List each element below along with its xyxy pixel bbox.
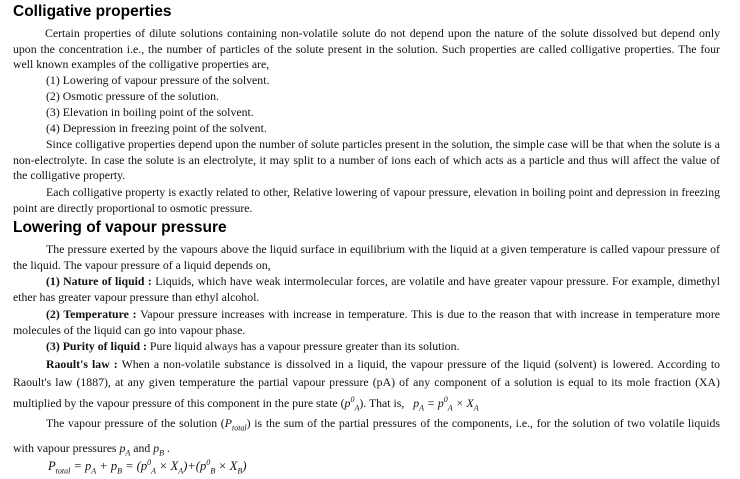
raoult-tail: ). That is, [359, 395, 405, 410]
relation-paragraph: Each colligative property is exactly related to other, Relative lowering of vapour pressure, elevation in boiling point and depression in freezing point are directly proportional to osmotic pressure. [13, 185, 720, 215]
pure-pressure-symbol: $p^0_A$ [344, 395, 360, 413]
pb-symbol: $p_B$ [153, 441, 165, 458]
electrolyte-paragraph: Since colligative properties depend upon the number of solute particles present in the solution, the simple case will be that when the solute is a non-electrolyte. In case the solute is an electrolyte, it may split to a number of ions each of which acts as a particle and thus will affect the value of the colligative property. [13, 137, 720, 183]
and-word: and [133, 441, 151, 456]
heading-lowering-vapour-pressure: Lowering of vapour pressure [13, 219, 227, 236]
factor2-label: (2) Temperature : [46, 307, 137, 321]
raoults-law-paragraph [13, 356, 720, 417]
example-4: (4) Depression in freezing point of the solvent. [46, 121, 267, 135]
factor-temperature [13, 307, 720, 338]
factor1-label: (1) Nature of liquid : [46, 274, 152, 288]
vapour-pressure-intro: The pressure exerted by the vapours above the liquid surface in equilibrium with the liquid at a given temperature is called vapour pressure of the liquid. The vapour pressure of a liquid depends on, [13, 242, 720, 272]
factor3-text: Pure liquid always has a vapour pressure greater than its solution. [146, 339, 460, 353]
factor-nature-of-liquid [13, 274, 720, 305]
heading-colligative-properties: Colligative properties [13, 3, 172, 20]
total-text-b: ) is the sum of the partial pressures of the components, i.e., for the solution of two volatile liquids with vapour pressures [13, 416, 720, 456]
raoult-label: Raoult's law : [46, 357, 118, 371]
factor1-text: Liquids, which have weak intermolecular forces, are volatile and have greater vapour pressure. For example, dimethyl ether has greater vapour pressure than ethyl alcohol. [13, 274, 721, 304]
total-pressure-equation: $P_{total} = p_A + p_B = (p^0_A \times X_A)+(p^0_B \times X_B)$ [48, 458, 247, 476]
example-2: (2) Osmotic pressure of the solution. [46, 89, 219, 103]
raoult-text: When a non-volatile substance is dissolved in a liquid, the vapour pressure of the liquid (solvent) is lowered. According to Raoult's law (1887), at any given temperature the partial vapour pressure (pA) of any component of a solution is equal to its mole fraction (XA) multiplied by the vapour pressure of this component in the pure state ( [13, 357, 720, 410]
raoult-equation: $p_A = p^0_A \times X_A$ [413, 395, 479, 413]
total-text-a: The vapour pressure of the solution ( [46, 416, 225, 430]
total-pressure-paragraph: The vapour pressure of the solution $(P_{total})$ is the sum of the partial pressures of the components, i.e., for the solution of two volatile liquids with vapour pressures $p_A$ and $p_B$ . [13, 416, 720, 458]
intro-paragraph: Certain properties of dilute solutions containing non-volatile solute do not depend upon the nature of the solute dissolved but depend only upon the concentration i.e., the number of particles of the solute present in the solution. Such properties are called colligative properties. The four well known examples of the colligative properties are, [13, 26, 720, 72]
example-3: (3) Elevation in boiling point of the solvent. [46, 105, 254, 119]
factor-purity [46, 339, 459, 355]
p-total-symbol: $P_{total}$ [224, 416, 247, 433]
factor3-label: (3) Purity of liquid : [46, 339, 147, 353]
pa-symbol: $p_A$ [119, 441, 131, 458]
factor2-text: Vapour pressure increases with increase in temperature. This is due to the reason that with increase in temperature more molecules of the liquid can go into vapour phase. [13, 307, 720, 337]
example-1: (1) Lowering of vapour pressure of the solvent. [46, 73, 270, 87]
